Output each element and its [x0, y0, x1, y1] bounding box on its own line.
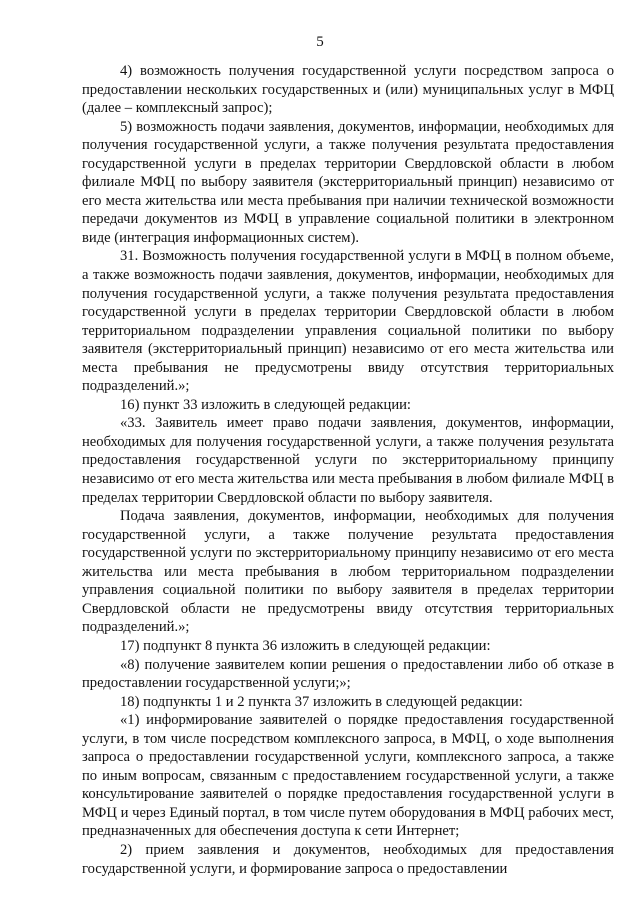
- page-number: 5: [316, 34, 324, 50]
- paragraph-subclause-1: «1) информирование заявителей о порядке предоставления государственной услуги, в том числе посредством комплексного запроса, в МФЦ, о ходе выполнения запроса о предоставлении государственной услуги, комплексного запроса, а также по иным вопросам, связанным с предоставлением государственной услуги, а также консультирование заявителей о порядке предоставления государственной услуги в МФЦ и через Единый портал, в том числе путем оборудования в МФЦ рабочих мест, предназначенных для обеспечения доступа к сети Интернет;: [82, 712, 614, 840]
- document-body: [82, 62, 614, 878]
- paragraph-item-4: 4) возможность получения государственной услуги посредством запроса о предоставлении нескольких государственных и (или) муниципальных услуг в МФЦ (далее – комплексный запрос);: [82, 63, 614, 117]
- paragraph-amendment-18: 18) подпункты 1 и 2 пункта 37 изложить в следующей редакции:: [120, 693, 523, 710]
- paragraph-subclause-2: 2) прием заявления и документов, необходимых для предоставления государственной услуги, и формирование запроса о предоставлении: [82, 841, 614, 877]
- paragraph-clause-33-part-2: Подача заявления, документов, информации, необходимых для получения государственной услуги, а также получение результата предоставления государственной услуги по экстерриториальному принципу независимо от его места жительства или места пребывания в любом территориальном подразделении управления социальной политики по выбору заявителя в пределах территории Свердловской области не предусмотрены ввиду отсутствия территориальных подразделений.»;: [82, 508, 614, 636]
- paragraph-subclause-8: «8) получение заявителем копии решения о предоставлении либо об отказе в предоставлении государственной услуги;»;: [82, 656, 614, 692]
- paragraph-item-5: 5) возможность подачи заявления, документов, информации, необходимых для получения государственной услуги, а также получения результата предоставления государственной услуги в пределах территории Свердловской области в любом филиале МФЦ по выбору заявителя (экстерриториальный принцип) независимо от его места жительства или места пребывания при наличии технической возможности передачи документов из МФЦ в управление социальной политики в электронном виде (интеграция информационных систем).: [82, 118, 614, 246]
- paragraph-clause-31: 31. Возможность получения государственной услуги в МФЦ в полном объеме, а также возможность подачи заявления, документов, информации, необходимых для получения государственной услуги, а также получения результата предоставления государственной услуги в пределах территории Свердловской области в любом территориальном подразделении управления социальной политики по выбору заявителя (экстерриториальный принцип) независимо от его места жительства или места пребывания не предусмотрены ввиду отсутствия территориальных подразделений.»;: [82, 248, 614, 395]
- paragraph-amendment-17: 17) подпункт 8 пункта 36 изложить в следующей редакции:: [120, 637, 491, 654]
- paragraph-clause-33: «33. Заявитель имеет право подачи заявления, документов, информации, необходимых для получения государственной услуги, а также получения результата предоставления государственной услуги по экстерриториальному принципу независимо от его места жительства или места пребывания в любом филиале МФЦ в пределах территории Свердловской области по выбору заявителя.: [82, 415, 614, 506]
- paragraph-amendment-16: 16) пункт 33 изложить в следующей редакции:: [120, 396, 411, 413]
